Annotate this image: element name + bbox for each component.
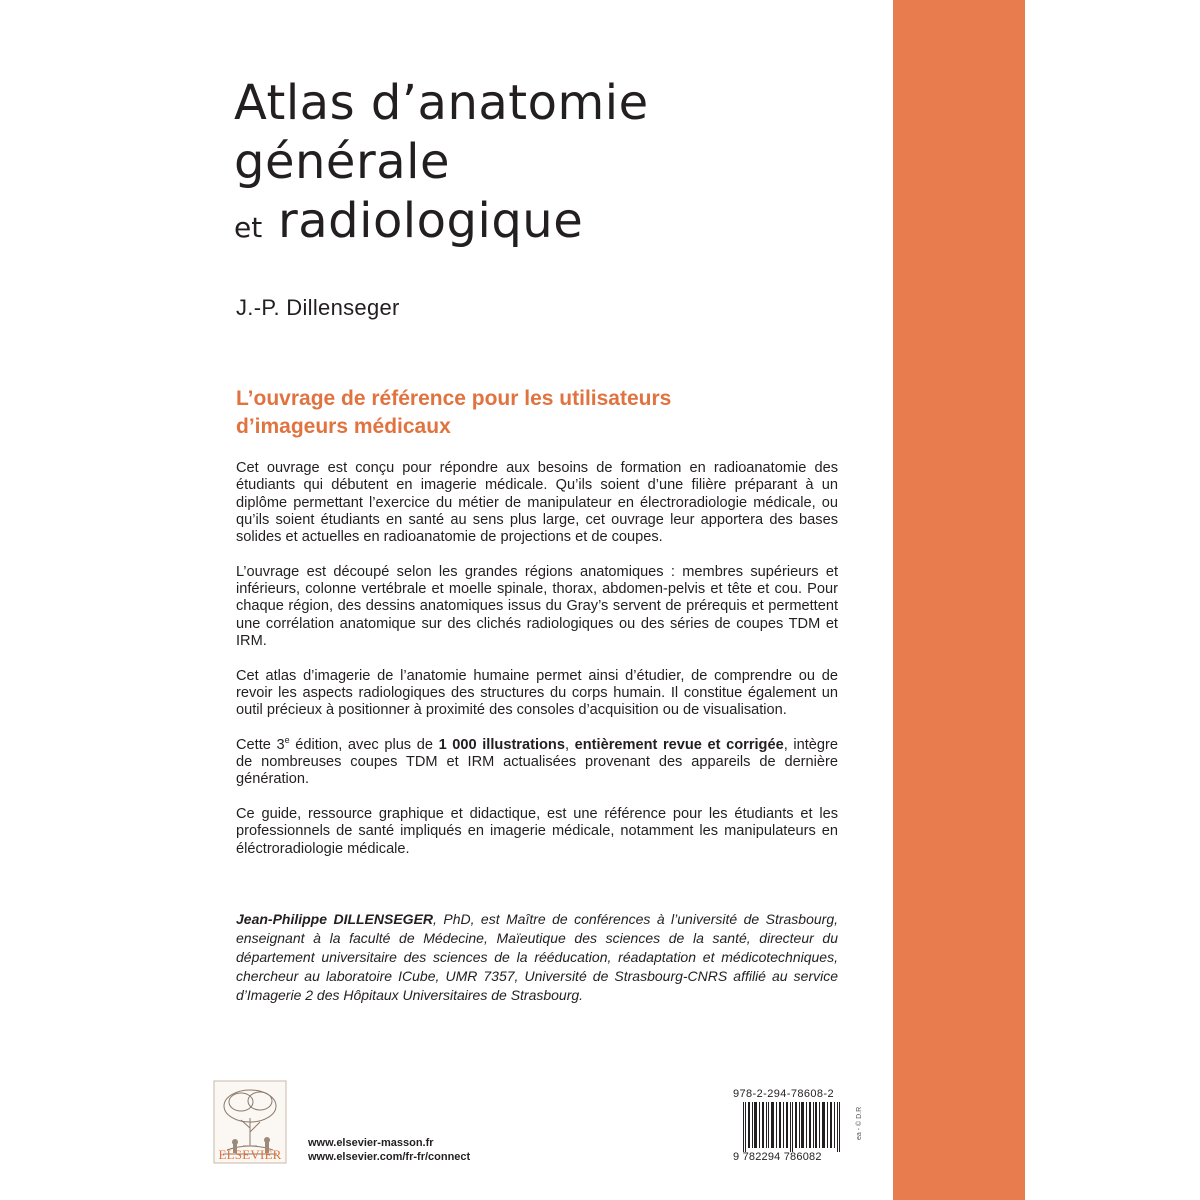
paragraph-2: L’ouvrage est découpé selon les grandes régions anatomiques : membres supérieurs et inférieurs, colonne vertébrale et moelle spinale, thorax, abdomen-pelvis et tête et cou. Pour chaque région, des dessins anatomiques issus du Gray’s servent de prérequis et permettent une corrélation anatomique sur des clichés radiologiques ou des séries de coupes TDM et IRM. [236,563,838,649]
paragraph-4 [236,734,838,789]
subtitle-line-2: d’imageurs médicaux [236,415,451,438]
description-body [236,460,838,875]
isbn-number: 978-2-294-78608-2 [733,1088,834,1100]
publisher-name: ELSEVIER [218,1147,282,1162]
subtitle-line-1: L’ouvrage de référence pour les utilisateurs [236,387,672,410]
bio-author-name: Jean-Philippe DILLENSEGER [236,911,434,927]
book-title [234,74,649,257]
title-line-3-main: radiologique [277,193,584,249]
p4-text-d: , intègre de nombreuses coupes TDM et IRM actualisées provenant des appareils de dernière génération. [236,736,838,788]
subtitle [236,385,671,441]
isbn-barcode [743,1102,841,1152]
title-line-3 [234,192,649,257]
photo-credit: ea - © D.R [856,1106,863,1140]
publisher-url-2[interactable]: www.elsevier.com/fr-fr/connect [308,1151,471,1163]
publisher-url-1[interactable]: www.elsevier-masson.fr [308,1137,434,1149]
paragraph-3: Cet atlas d’imagerie de l’anatomie humaine permet ainsi d’étudier, de comprendre ou de revoir les aspects radiologiques des structures du corps humain. Il constitue également un outil précieux à positionner à proximité des consoles d’acquisition ou de visualisation. [236,667,838,719]
title-line-2: générale [234,134,450,190]
title-conjunction: et [234,211,263,244]
bio-text: , PhD, est Maître de conférences à l’université de Strasbourg, enseignant à la faculté de Médecine, Maïeutique des sciences de la santé, directeur du département universitaire des sciences de la rééducation, réadaptation et médicotechniques, chercheur au laboratoire ICube, UMR 7357, Université de Strasbourg-CNRS affilié au service d’Imagerie 2 des Hôpitaux Universitaires de Strasbourg. [236,911,838,1003]
revision-note: entièrement revue et corrigée [574,736,784,753]
p4-text-c: , [564,736,575,753]
edition-superscript: e [284,734,290,745]
title-line-1: Atlas d’anatomie [234,75,649,131]
p4-text-a: Cette 3 [236,736,285,753]
author-name: J.-P. Dillenseger [236,295,400,320]
barcode-number: 9 782294 786082 [733,1151,822,1163]
paragraph-5: Ce guide, ressource graphique et didactique, est une référence pour les étudiants et les professionnels de santé impliqués en imagerie médicale, notamment les manipulateurs en éléctroradiologie médicale. [236,805,838,857]
author-bio [236,910,838,1005]
orange-spine-band [893,0,1025,1200]
paragraph-1: Cet ouvrage est conçu pour répondre aux besoins de formation en radioanatomie des étudiants qui débutent en imagerie médicale. Qu’ils soient d’une filière préparant à un diplôme permettant l’exercice du métier de manipulateur en électroradiologie médicale, ou qu’ils soient étudiants en santé au sens plus large, cet ouvrage leur apportera des bases solides et actuelles en radioanatomie de projections et de coupes. [236,460,838,546]
illustrations-count: 1 000 illustrations [438,736,565,753]
p4-text-b: édition, avec plus de [289,736,439,753]
